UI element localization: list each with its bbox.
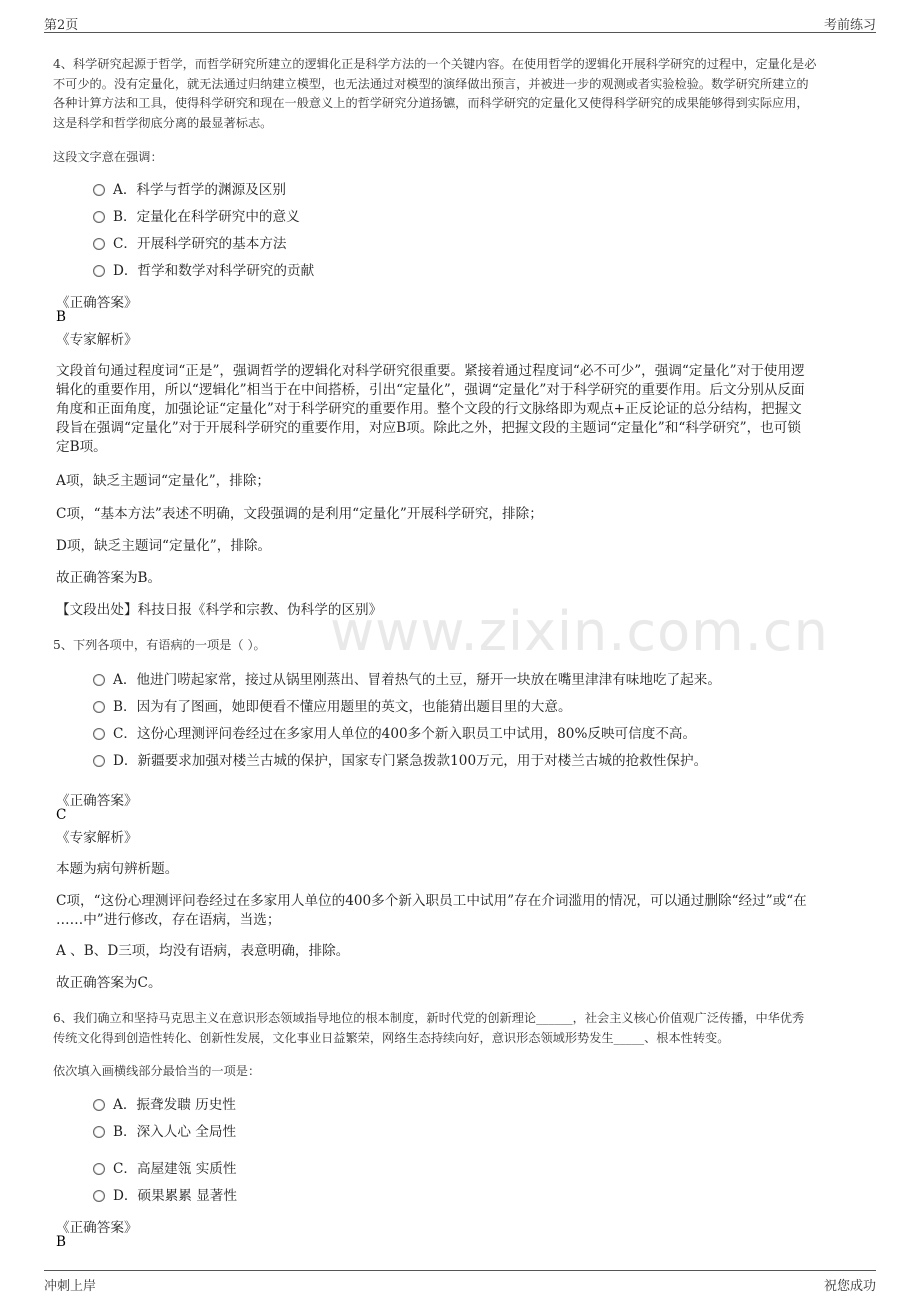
question-4-prompt: 这段文字意在强调： xyxy=(53,150,163,164)
q6-option-a[interactable] xyxy=(93,1094,236,1116)
q4-option-a[interactable] xyxy=(93,179,286,201)
radio-icon[interactable] xyxy=(93,755,105,767)
radio-icon[interactable] xyxy=(93,238,105,250)
q5-conclusion: 故正确答案为C。 xyxy=(56,975,162,991)
q6-option-d[interactable] xyxy=(93,1185,237,1207)
footer-left-text: 冲刺上岸 xyxy=(44,1279,97,1294)
question-6-line: 传统文化得到创造性转化、创新性发展，文化事业日益繁荣，网络生态持续向好，意识形态领域形势发生_____、根本性转变。 xyxy=(53,1030,730,1045)
analysis-line: 角度和正面角度，加强论证“定量化”对于科学研究的重要作用。整个文段的行文脉络即为观点+正反论证的总分结构，把握文 xyxy=(56,401,802,417)
radio-icon[interactable] xyxy=(93,728,105,740)
analysis-line: 文段首句通过程度词“正是”，强调哲学的逻辑化对科学研究很重要。紧接着通过程度词“必不可少”，强调“定量化”对于使用逻 xyxy=(56,363,805,379)
q4-answer: B xyxy=(56,309,66,325)
option-label: C．这份心理测评问卷经过在多家用人单位的400多个新入职员工中试用，80%反映可信度不高。 xyxy=(113,726,697,742)
analysis-line: 辑化的重要作用，所以“逻辑化”相当于在中间搭桥，引出“定量化”，强调“定量化”对于科学研究的重要作用。后文分别从反面 xyxy=(56,382,805,398)
q4-conclusion: 故正确答案为B。 xyxy=(56,570,162,586)
q6-answer: B xyxy=(56,1234,66,1250)
footer-right-text: 祝您成功 xyxy=(823,1279,876,1294)
analysis-line: ……中”进行修改，存在语病，当选； xyxy=(56,912,281,928)
question-4-text xyxy=(53,55,873,133)
q6-option-c[interactable] xyxy=(93,1158,236,1180)
page-footer xyxy=(44,1270,876,1297)
watermark: www.zixin.com.cn xyxy=(330,600,829,663)
q6-answer-label: 《正确答案》 xyxy=(56,1220,138,1236)
option-label: B．深入人心 全局性 xyxy=(113,1124,237,1140)
question-6-prompt: 依次填入画横线部分最恰当的一项是： xyxy=(53,1064,261,1078)
option-label: D．硕果累累 显著性 xyxy=(113,1188,237,1204)
radio-icon[interactable] xyxy=(93,674,105,686)
radio-icon[interactable] xyxy=(93,701,105,713)
radio-icon[interactable] xyxy=(93,211,105,223)
q5-option-a[interactable] xyxy=(93,669,721,691)
q4-option-c[interactable] xyxy=(93,233,287,255)
analysis-line: C项，“这份心理测评问卷经过在多家用人单位的400多个新入职员工中试用”存在介词滥用的情况，可以通过删除“经过”或“在 xyxy=(56,893,807,909)
question-4-line: 不可少的。没有定量化，就无法通过归纳建立模型，也无法通过对模型的演绎做出预言，并被进一步的观测或者实验检验。数学研究所建立的 xyxy=(53,76,809,91)
q5-option-d[interactable] xyxy=(93,750,707,772)
radio-icon[interactable] xyxy=(93,1163,105,1175)
option-label: B．定量化在科学研究中的意义 xyxy=(113,209,300,225)
option-label: D．哲学和数学对科学研究的贡献 xyxy=(113,263,315,279)
option-label: B．因为有了图画，她即便看不懂应用题里的英文，也能猜出题目里的大意。 xyxy=(113,699,572,715)
question-6-text xyxy=(53,1009,873,1048)
q5-analysis-intro: 本题为病句辨析题。 xyxy=(56,861,179,877)
q5-note: A 、B、D三项，均没有语病，表意明确，排除。 xyxy=(56,943,350,959)
q4-note-d: D项，缺乏主题词“定量化”，排除。 xyxy=(56,538,272,554)
q5-option-b[interactable] xyxy=(93,696,572,718)
page-number: 第2页 xyxy=(44,18,79,33)
radio-icon[interactable] xyxy=(93,184,105,196)
q5-analysis xyxy=(56,892,876,930)
q4-source: 【文段出处】科技日报《科学和宗教、伪科学的区别》 xyxy=(56,602,383,618)
analysis-line: 定B项。 xyxy=(56,439,107,455)
option-label: D．新疆要求加强对楼兰古城的保护，国家专门紧急拨款100万元，用于对楼兰古城的抢救性保护。 xyxy=(113,753,708,769)
analysis-line: 段旨在强调“定量化”对于开展科学研究的重要作用，对应B项。除此之外，把握文段的主题词“定量化”和“科学研究”，也可锁 xyxy=(56,420,801,436)
q4-note-a: A项，缺乏主题词“定量化”，排除； xyxy=(56,473,271,489)
question-6-line: 6、我们确立和坚持马克思主义在意识形态领域指导地位的根本制度，新时代党的创新理论______，社会主义核心价值观广泛传播，中华优秀 xyxy=(53,1011,805,1025)
radio-icon[interactable] xyxy=(93,1126,105,1138)
q4-option-d[interactable] xyxy=(93,260,314,282)
q4-analysis-label: 《专家解析》 xyxy=(56,332,138,348)
q5-answer-label: 《正确答案》 xyxy=(56,793,138,809)
radio-icon[interactable] xyxy=(93,1190,105,1202)
header-title: 考前练习 xyxy=(823,18,876,33)
q5-answer: C xyxy=(56,807,67,823)
q6-option-b[interactable] xyxy=(93,1121,236,1143)
question-4-line: 4、科学研究起源于哲学，而哲学研究所建立的逻辑化正是科学方法的一个关键内容。在使用哲学的逻辑化开展科学研究的过程中，定量化是必 xyxy=(53,57,817,71)
option-label: C．开展科学研究的基本方法 xyxy=(113,236,287,252)
radio-icon[interactable] xyxy=(93,265,105,277)
option-label: A．振聋发聩 历史性 xyxy=(113,1097,236,1113)
q4-note-c: C项，“基本方法”表述不明确，文段强调的是利用“定量化”开展科学研究，排除； xyxy=(56,506,543,522)
option-label: C．高屋建瓴 实质性 xyxy=(113,1161,237,1177)
q4-option-b[interactable] xyxy=(93,206,300,228)
q4-analysis xyxy=(56,362,876,457)
q5-analysis-label: 《专家解析》 xyxy=(56,830,138,846)
q5-option-c[interactable] xyxy=(93,723,696,745)
question-4-line: 各种计算方法和工具，使得科学研究和现在一般意义上的哲学研究分道扬镳，而科学研究的定量化又使得科学研究的成果能够得到实际应用， xyxy=(53,96,809,110)
option-label: A．他进门唠起家常，接过从锅里刚蒸出、冒着热气的土豆，掰开一块放在嘴里津津有味地吃了起来。 xyxy=(113,672,721,688)
radio-icon[interactable] xyxy=(93,1099,105,1111)
question-5-text: 5、下列各项中，有语病的一项是（ ）。 xyxy=(53,638,266,652)
option-label: A．科学与哲学的渊源及区别 xyxy=(113,182,286,198)
q4-answer-label: 《正确答案》 xyxy=(56,295,138,311)
question-4-line: 这是科学和哲学彻底分离的最显著标志。 xyxy=(53,115,273,130)
page-header xyxy=(44,10,876,33)
